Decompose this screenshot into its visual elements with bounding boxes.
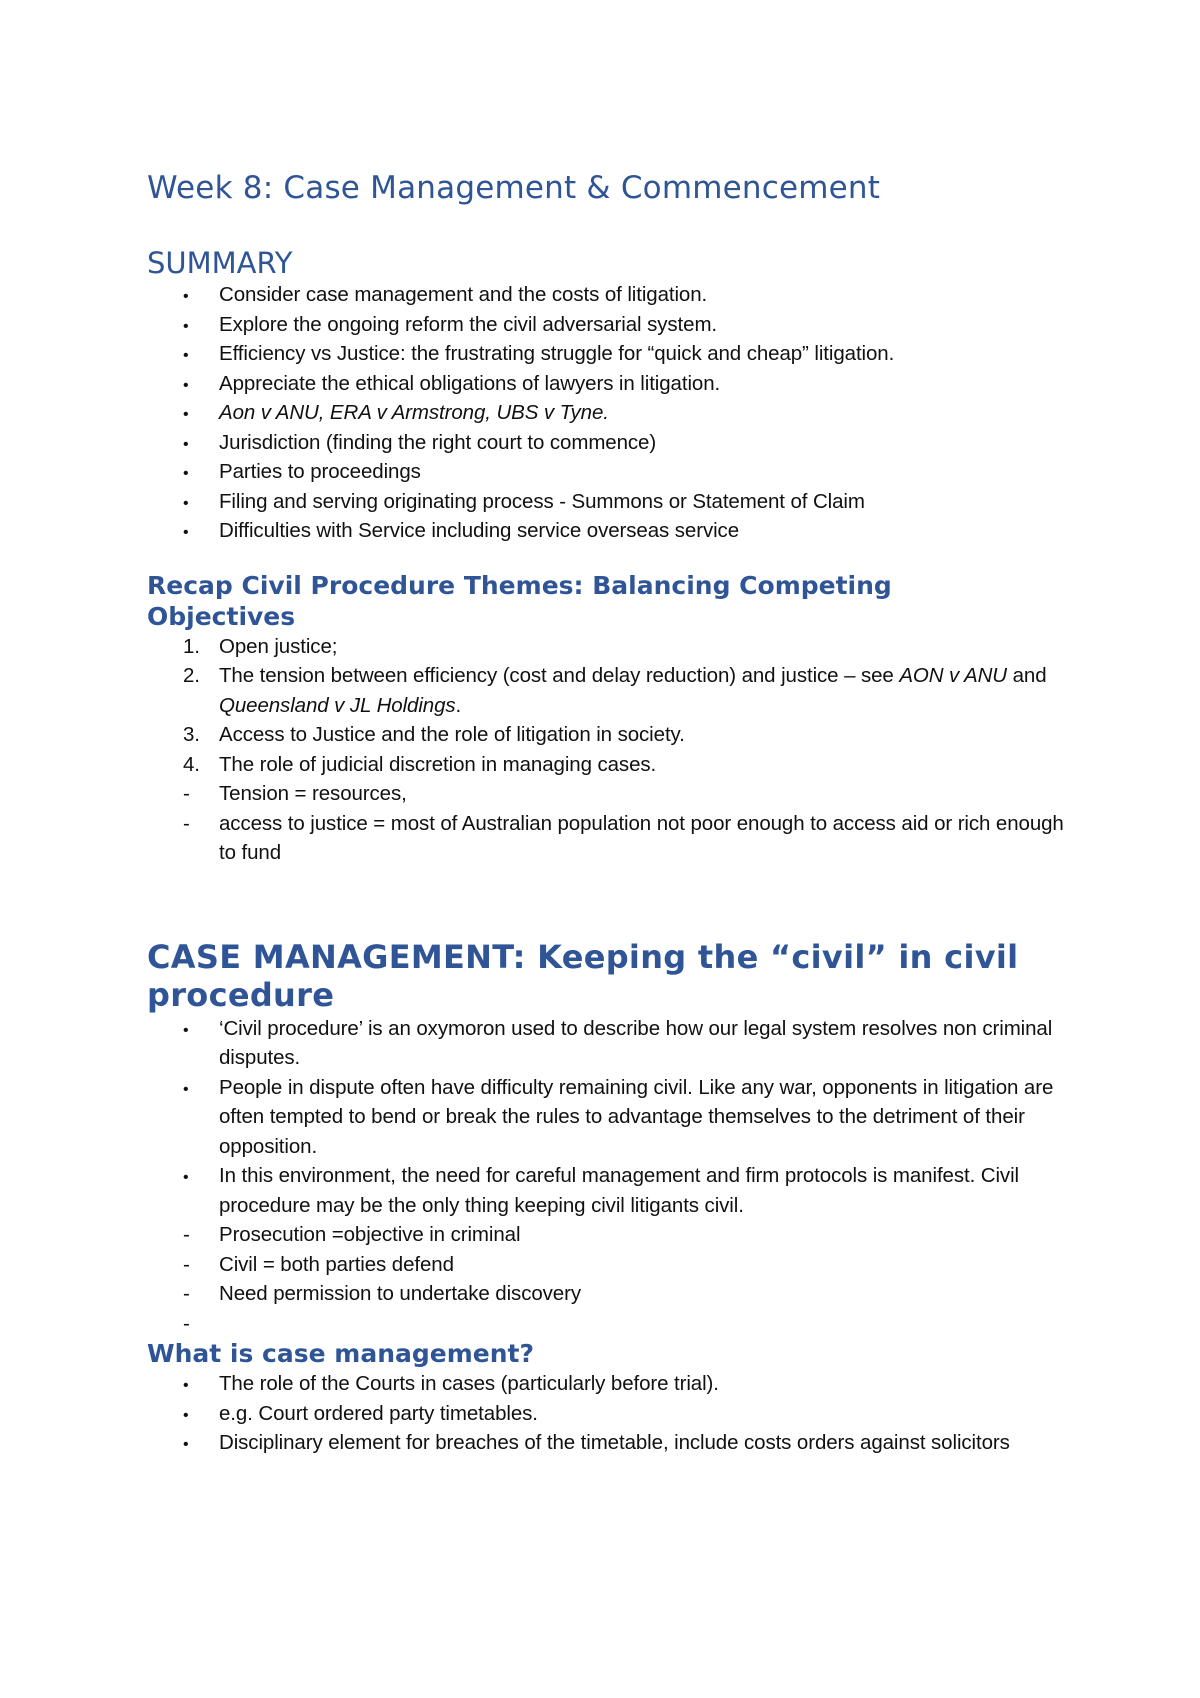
list-item: • Appreciate the ethical obligations of lawyers in litigation. [147,369,1077,399]
list-item: • Jurisdiction (finding the right court to commence) [147,428,1077,458]
bullet-icon [183,339,203,371]
list-item: • The role of the Courts in cases (particularly before trial). [147,1369,1077,1399]
dash-icon [183,779,203,809]
dash-icon [183,1250,203,1280]
list-item: • Efficiency vs Justice: the frustrating struggle for “quick and cheap” litigation. [147,339,1077,369]
dash-icon [183,1279,203,1309]
page-title: Week 8: Case Management & Commencement [147,170,881,206]
list-item: 1. Open justice; [183,634,338,658]
list-item: • People in dispute often have difficulty remaining civil. Like any war, opponents in litigation are often tempted to bend or break the rules to advantage themselves to the detriment of their opposition. [147,1073,1077,1162]
recap-numbered-list [147,632,1077,868]
list-item: - Prosecution =objective in criminal [147,1220,1077,1250]
list-item: • Disciplinary element for breaches of the timetable, include costs orders against solicitors [147,1428,1077,1458]
list-item: • Consider case management and the costs of litigation. [147,280,1077,310]
dash-icon [183,1220,203,1250]
summary-list [147,280,1077,546]
bullet-icon [183,398,203,430]
list-item: • Explore the ongoing reform the civil adversarial system. [147,310,1077,340]
list-item: • Difficulties with Service including service overseas service [147,516,1077,546]
list-item [147,1309,1077,1339]
bullet-icon [183,457,203,489]
list-item: - Tension = resources, [147,779,1077,809]
bullet-icon [183,1369,203,1401]
dash-icon [183,809,203,839]
list-item: - access to justice = most of Australian population not poor enough to access aid or rich enough to fund [147,809,1077,868]
list-item: - Need permission to undertake discovery [147,1279,1077,1309]
bullet-icon [183,1399,203,1431]
what-is-list [147,1369,1077,1458]
list-item: • In this environment, the need for careful management and firm protocols is manifest. Civil procedure may be the only thing keeping civil litigants civil. [147,1161,1077,1220]
dash-icon [183,1309,203,1339]
list-item: • Aon v ANU, ERA v Armstrong, UBS v Tyne. [147,398,1077,428]
recap-heading: Recap Civil Procedure Themes: Balancing Competing Objectives [147,570,892,631]
list-item: - Civil = both parties defend [147,1250,1077,1280]
list-item: • Filing and serving originating process - Summons or Statement of Claim [147,487,1077,517]
summary-heading: SUMMARY [147,246,293,280]
list-item: 4. The role of judicial discretion in managing cases. [183,752,657,776]
bullet-icon [183,310,203,342]
bullet-icon [183,428,203,460]
what-is-heading: What is case management? [147,1339,534,1368]
case-management-heading: CASE MANAGEMENT: Keeping the “civil” in civil procedure [147,937,1019,1014]
bullet-icon [183,516,203,548]
list-item: 3. Access to Justice and the role of litigation in society. [183,723,685,746]
bullet-icon [183,1014,203,1046]
list-item: • Parties to proceedings [147,457,1077,487]
bullet-icon [183,1161,203,1193]
list-item: • e.g. Court ordered party timetables. [147,1399,1077,1429]
bullet-icon [183,487,203,519]
document-page [147,168,1077,1458]
list-item: • ‘Civil procedure’ is an oxymoron used to describe how our legal system resolves non criminal disputes. [147,1014,1077,1073]
bullet-icon [183,280,203,312]
bullet-icon [183,369,203,401]
list-item: 2. The tension between efficiency (cost and delay reduction) and justice – see AON v ANU and Queensland v JL Holdings. [183,664,1047,717]
bullet-icon [183,1428,203,1460]
case-management-list [147,1014,1077,1339]
bullet-icon [183,1073,203,1105]
